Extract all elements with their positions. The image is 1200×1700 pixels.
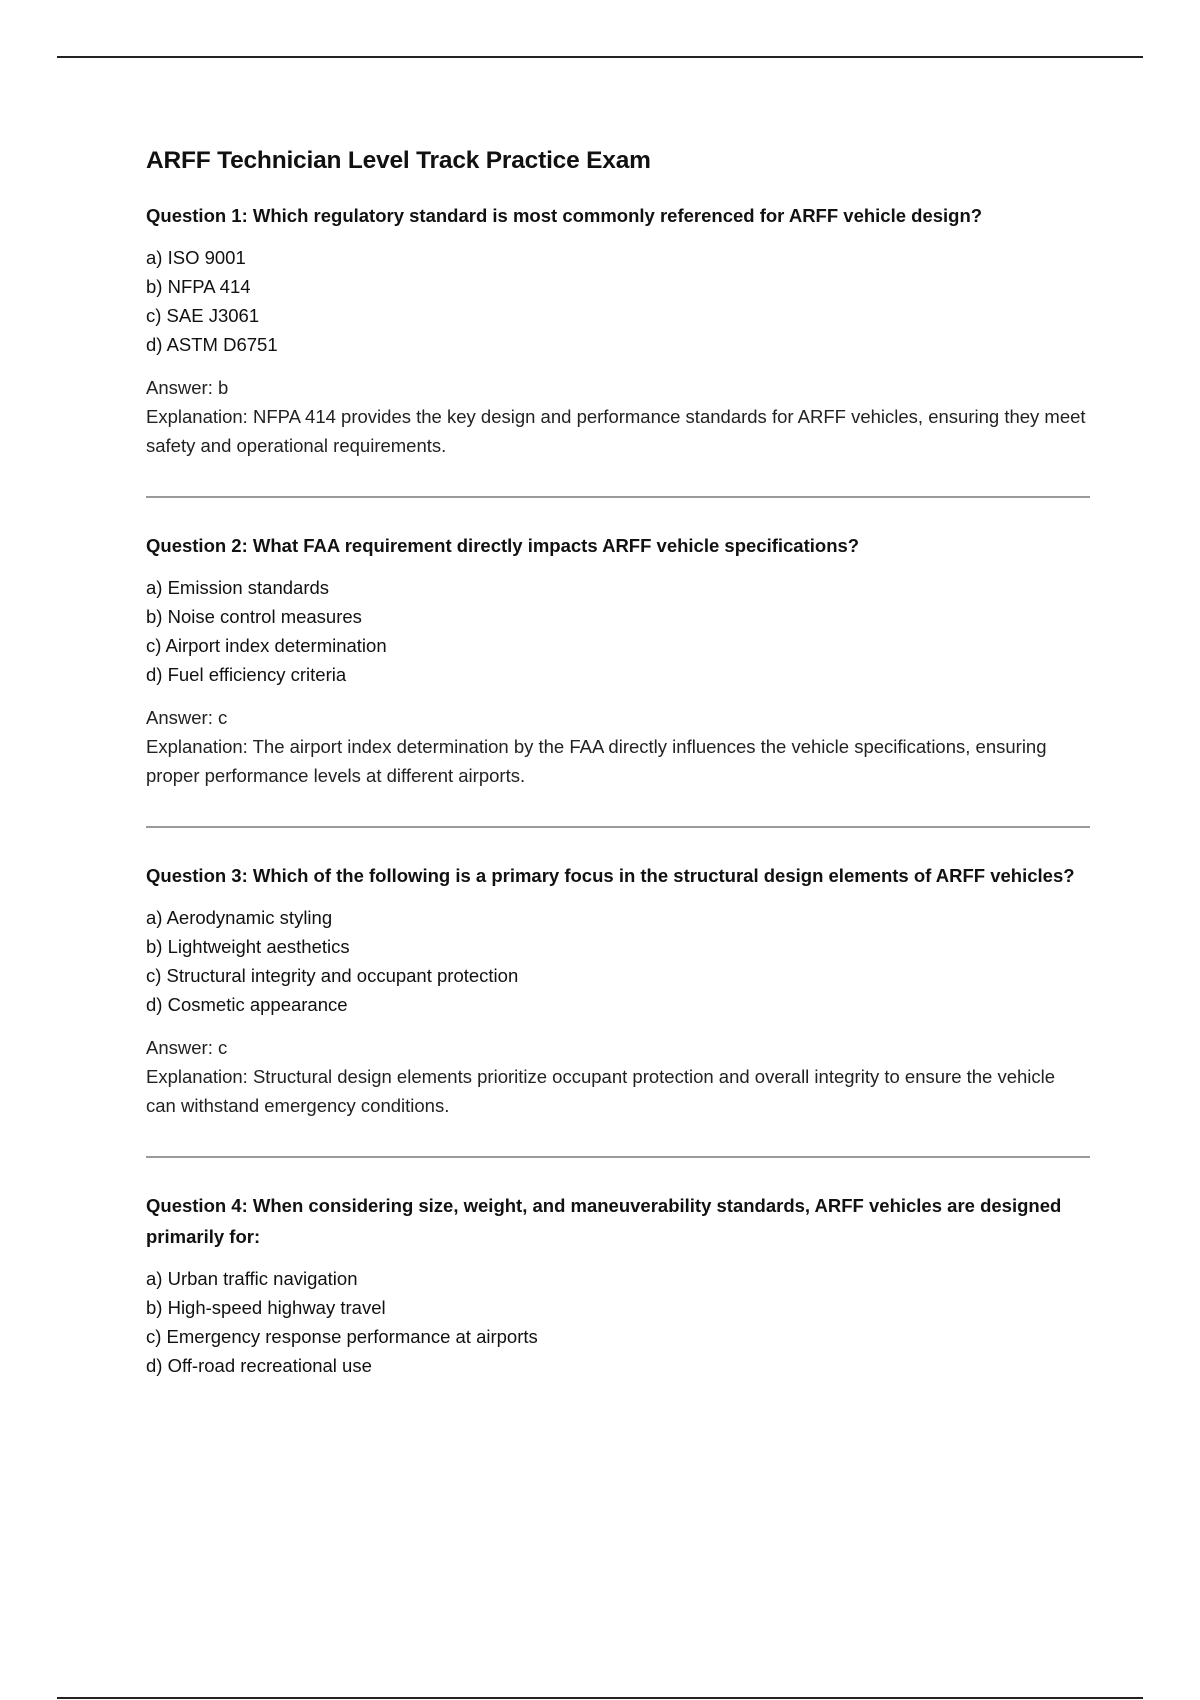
answer-explanation: Explanation: The airport index determination by the FAA directly influences the vehicle specifications, ensuring proper performance levels at different airports. bbox=[146, 736, 1047, 786]
question-divider bbox=[146, 496, 1090, 498]
answer-option: a) ISO 9001 bbox=[146, 247, 246, 268]
answer-option: c) Emergency response performance at airports bbox=[146, 1326, 538, 1347]
question-block bbox=[146, 200, 1090, 460]
answer-option: a) Aerodynamic styling bbox=[146, 907, 333, 928]
question-block bbox=[146, 860, 1090, 1120]
page-top-rule bbox=[57, 56, 1143, 58]
answer-option: d) Off-road recreational use bbox=[146, 1355, 372, 1376]
answer-option: c) Airport index determination bbox=[146, 635, 387, 656]
page-bottom-rule bbox=[57, 1697, 1143, 1699]
question-divider bbox=[146, 1156, 1090, 1158]
question-block bbox=[146, 1190, 1090, 1380]
answer-options bbox=[146, 243, 1090, 359]
answer-option: c) SAE J3061 bbox=[146, 305, 260, 326]
answer-option: d) ASTM D6751 bbox=[146, 334, 278, 355]
answer-key: Answer: b bbox=[146, 377, 229, 398]
question-text: Question 4: When considering size, weight, and maneuverability standards, ARFF vehicles are designed primarily for: bbox=[146, 1195, 1062, 1247]
question-text: Question 1: Which regulatory standard is most commonly referenced for ARFF vehicle design? bbox=[146, 205, 983, 226]
exam-content bbox=[146, 144, 1090, 1394]
question-divider bbox=[146, 826, 1090, 828]
answer-option: a) Emission standards bbox=[146, 577, 330, 598]
answer-key: Answer: c bbox=[146, 707, 228, 728]
answer-option: c) Structural integrity and occupant protection bbox=[146, 965, 519, 986]
answer-option: d) Fuel efficiency criteria bbox=[146, 664, 347, 685]
answer-option: d) Cosmetic appearance bbox=[146, 994, 348, 1015]
answer-options bbox=[146, 903, 1090, 1019]
answer-option: b) NFPA 414 bbox=[146, 276, 251, 297]
answer-option: b) Lightweight aesthetics bbox=[146, 936, 350, 957]
answer-options bbox=[146, 573, 1090, 689]
answer-option: b) Noise control measures bbox=[146, 606, 362, 627]
answer-options bbox=[146, 1264, 1090, 1380]
page-title: ARFF Technician Level Track Practice Exam bbox=[146, 147, 651, 174]
question-text: Question 2: What FAA requirement directly impacts ARFF vehicle specifications? bbox=[146, 535, 860, 556]
answer-option: a) Urban traffic navigation bbox=[146, 1268, 358, 1289]
question-text: Question 3: Which of the following is a primary focus in the structural design elements of ARFF vehicles? bbox=[146, 865, 1075, 886]
answer-explanation: Explanation: Structural design elements prioritize occupant protection and overall integrity to ensure the vehicle can withstand emergency conditions. bbox=[146, 1066, 1056, 1116]
answer-option: b) High-speed highway travel bbox=[146, 1297, 386, 1318]
question-block bbox=[146, 530, 1090, 790]
answer-explanation: Explanation: NFPA 414 provides the key design and performance standards for ARFF vehicles, ensuring they meet safety and operational requirements. bbox=[146, 406, 1086, 456]
answer-key: Answer: c bbox=[146, 1037, 228, 1058]
